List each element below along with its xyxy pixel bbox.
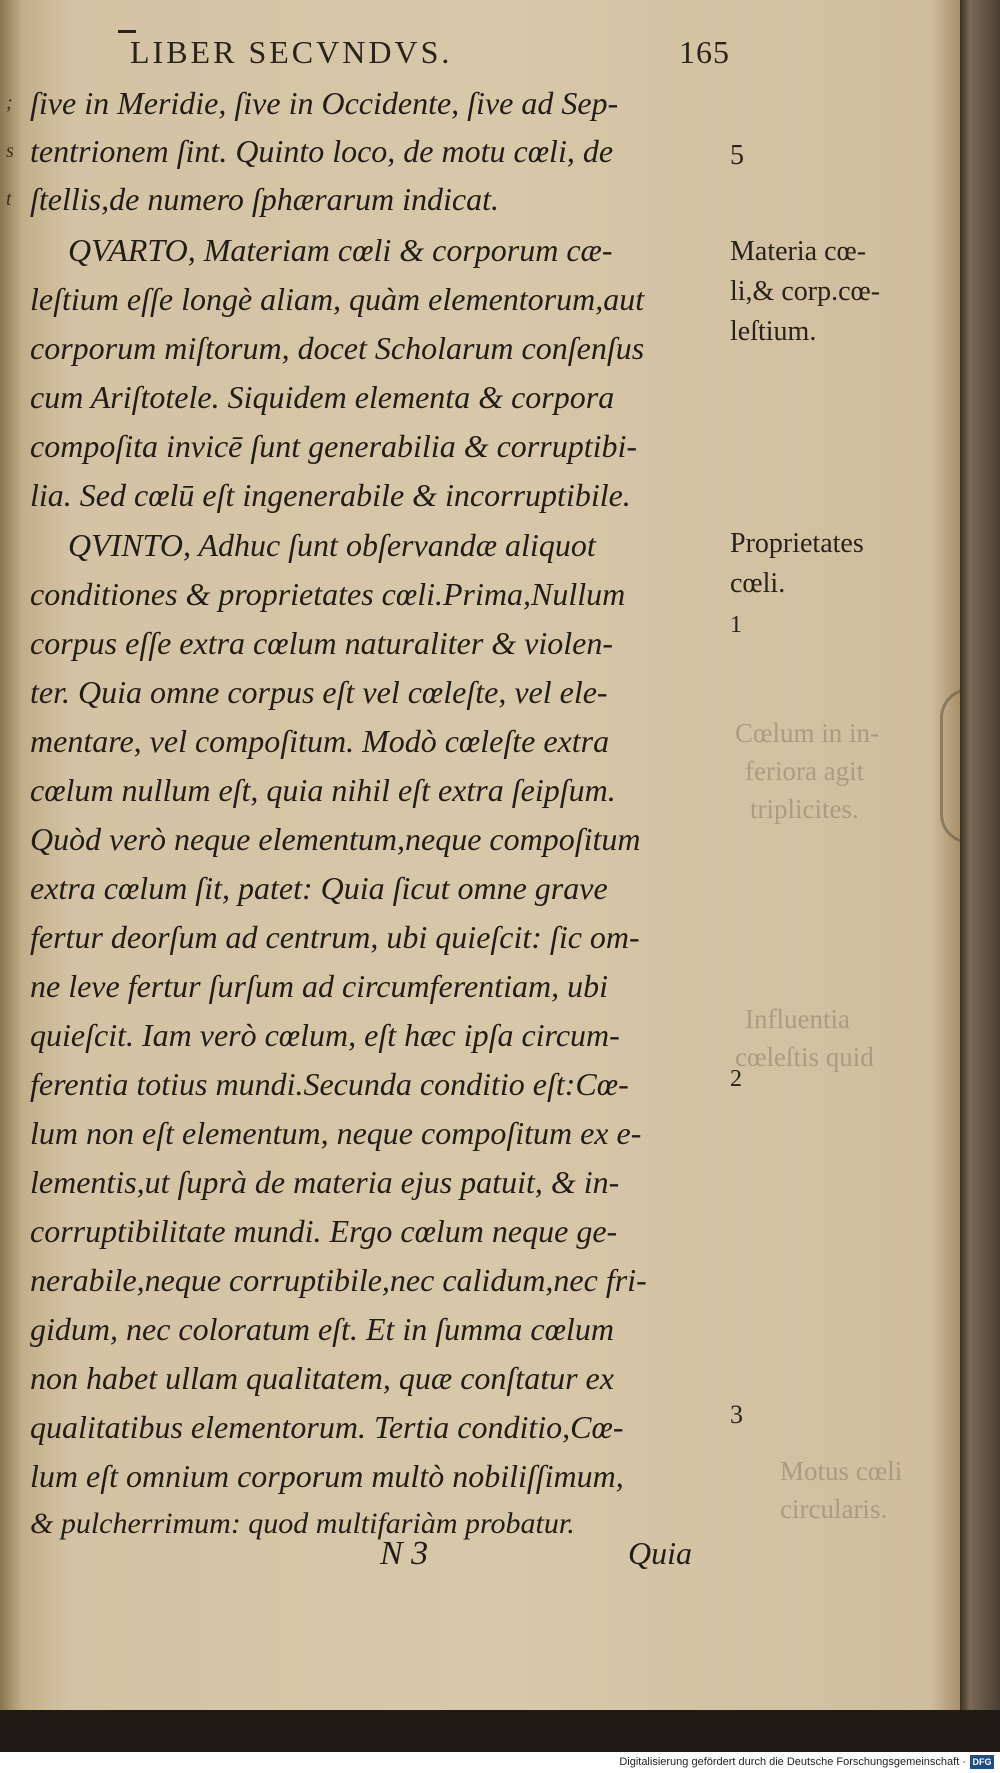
page-clip — [940, 688, 960, 844]
text-line: corruptibilitate mundi. Ergo cœlum neque ge- — [30, 1213, 618, 1249]
text-line: tentrionem ſint. Quinto loco, de motu cœli, de — [30, 133, 614, 169]
text-line: lum non eſt elementum, neque compoſitum ex e- — [30, 1115, 642, 1151]
text-line: QVARTO, Materiam cœli & corporum cæ- — [68, 232, 613, 268]
text-line: QVINTO, Adhuc ſunt obſervandæ aliquot — [68, 527, 596, 563]
text-line: lementis,ut ſuprà de materia ejus patuit, & in- — [30, 1164, 620, 1200]
margin-number: 3 — [730, 1400, 743, 1429]
signature-mark: N 3 — [380, 1535, 429, 1572]
bleed-through-line: triplicites. — [750, 794, 859, 824]
text-line: ſtellis,de numero ſphærarum indicat. — [30, 181, 500, 217]
margin-line-number: 5 — [730, 140, 744, 171]
dfg-logo: DFG — [970, 1755, 994, 1769]
bleed-through-line: Influentia — [745, 1004, 850, 1034]
text-line: Quòd verò neque elementum,neque compoſitum — [30, 821, 641, 857]
text-line: corporum miſtorum, docet Scholarum conſenſus — [30, 330, 645, 366]
text-line: gidum, nec coloratum eſt. Et in ſumma cœlum — [30, 1311, 614, 1347]
text-line: ferentia totius mundi.Secunda conditio eſt:Cœ- — [30, 1066, 629, 1102]
text-line: non habet ullam qualitatem, quæ conſtatur ex — [30, 1360, 614, 1396]
text-line: leſtium eſſe longè aliam, quàm elementorum,aut — [30, 281, 645, 317]
text-line: compoſita invicē ſunt generabilia & corruptibi- — [30, 428, 638, 464]
margin-number: 2 — [730, 1066, 742, 1092]
text-line: & pulcherrimum: quod multifariàm probatur. — [30, 1507, 575, 1540]
text-line: ter. Quia omne corpus eſt vel cœleſte, vel ele- — [30, 674, 608, 710]
text-line: lum eſt omnium corporum multò nobiliſſimum, — [30, 1458, 624, 1494]
margin-note-line: leſtium. — [730, 316, 817, 347]
bleed-through-line: circularis. — [780, 1494, 888, 1524]
bleed-through-line: cœleſtis quid — [735, 1042, 874, 1072]
bleed-through-line: feriora agit — [745, 756, 865, 786]
text-line: qualitatibus elementorum. Tertia conditio,Cœ- — [30, 1409, 624, 1445]
text-line: conditiones & proprietates cœli.Prima,Nullum — [30, 576, 626, 612]
margin-note-line: li,& corp.cœ- — [730, 276, 881, 307]
catchword: Quia — [628, 1535, 692, 1571]
text-line: cum Ariſtotele. Siquidem elementa & corpora — [30, 379, 615, 415]
gutter-mark: t — [6, 188, 12, 210]
text-line: ne leve fertur ſurſum ad circumferentiam, ubi — [30, 968, 608, 1004]
digitization-credit: Digitalisierung gefördert durch die Deutsche Forschungsgemeinschaft · — [619, 1756, 966, 1768]
bleed-through-line: Motus cœli — [780, 1456, 903, 1486]
bleed-through-line: Cœlum in in- — [735, 718, 880, 748]
text-line: extra cœlum ſit, patet: Quia ſicut omne grave — [30, 870, 608, 906]
gutter-mark: s — [6, 140, 14, 162]
header-dash — [118, 30, 136, 33]
text-line: ſive in Meridie, ſive in Occidente, ſive ad Sep- — [30, 85, 619, 121]
text-line: quieſcit. Iam verò cœlum, eſt hæc ipſa circum- — [30, 1017, 620, 1053]
page-edge-shadow — [960, 0, 1000, 1710]
text-line: mentare, vel compoſitum. Modò cœleſte extra — [30, 723, 610, 759]
margin-note-line: Proprietates — [730, 528, 864, 559]
text-line: lia. Sed cœlū eſt ingenerabile & incorruptibile. — [30, 477, 631, 513]
running-header — [130, 34, 730, 78]
margin-note-line: cœli. — [730, 568, 786, 599]
text-line: corpus eſſe extra cœlum naturaliter & violen- — [30, 625, 613, 661]
gutter-mark: ; — [6, 92, 13, 114]
margin-number: 1 — [730, 612, 742, 638]
margin-note-line: Materia cœ- — [730, 236, 867, 267]
text-line: cœlum nullum eſt, quia nihil eſt extra ſeipſum. — [30, 772, 616, 808]
text-line: nerabile,neque corruptibile,nec calidum,nec fri- — [30, 1262, 647, 1298]
page-number: 165 — [679, 34, 730, 70]
text-line: fertur deorſum ad centrum, ubi quieſcit: ſic om- — [30, 919, 640, 955]
running-title: LIBER SECVNDVS. — [130, 34, 453, 70]
